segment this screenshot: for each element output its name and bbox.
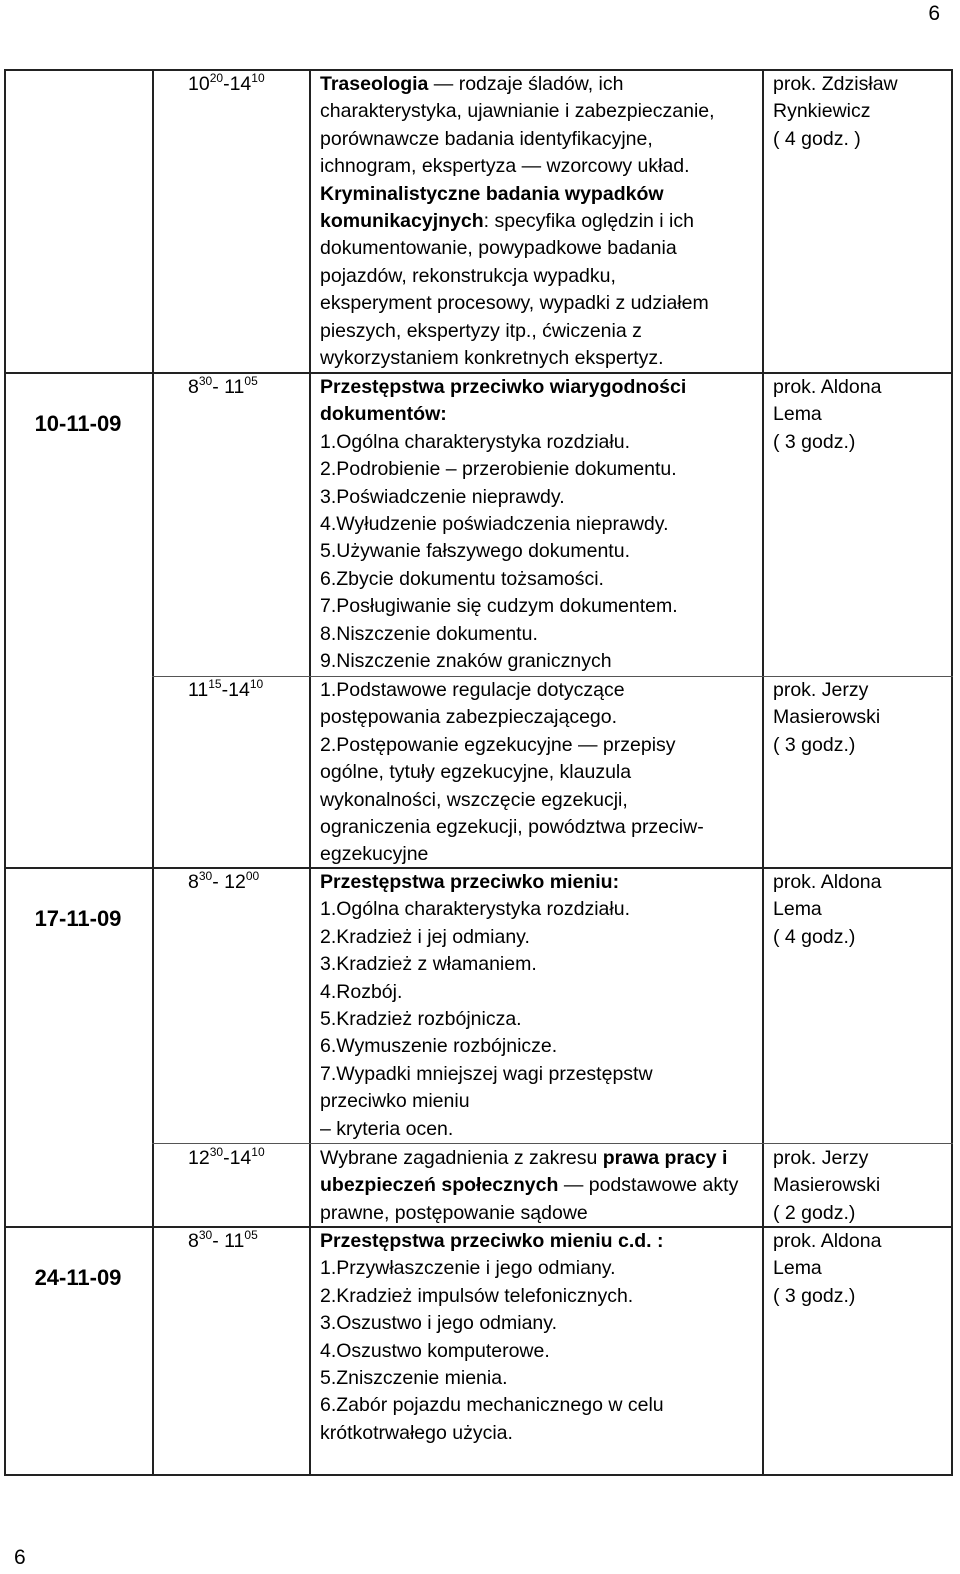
topic-cell [320, 1145, 760, 1227]
date-cell: 24-11-09 [34, 1265, 122, 1290]
topic-line: 3.Oszustwo i jego odmiany. [320, 1312, 557, 1335]
text-line: prok. Aldona [773, 376, 882, 398]
topic-line: 8.Niszczenie dokumentu. [320, 622, 538, 645]
topic-line: 5.Używanie fałszywego dokumentu. [320, 540, 630, 563]
text-line: ( 3 godz.) [773, 430, 856, 453]
topic-line: krótkotrwałego użycia. [320, 1421, 513, 1444]
time-cell: $12^{30}-14^{10}$ [188, 1145, 265, 1169]
topic-line: 1.Przywłaszczenie i jego odmiany. [320, 1257, 616, 1280]
topic-line: charakterystyka, ujawnianie i zabezpieczanie, [320, 100, 715, 123]
text-line: Masierowski [773, 706, 881, 729]
teacher-cell [773, 1145, 953, 1227]
topic-line: Traseologia — rodzaje śladów, ich [320, 73, 624, 95]
topic-line: wykorzystaniem konkretnych ekspertyz. [320, 347, 664, 370]
time-cell: $8^{30}-$ $11^{05}$ [188, 1228, 258, 1252]
text-line: prok. Zdzisław [773, 73, 898, 95]
topic-line: 1.Ogólna charakterystyka rozdziału. [320, 430, 630, 453]
text-line: ( 3 godz.) [773, 1284, 856, 1307]
topic-line: Wybrane zagadnienia z zakresu prawa pracy i [320, 1147, 728, 1169]
topic-line: 2.Podrobienie – przerobienie dokumentu. [320, 458, 677, 481]
page-number-top: 6 [928, 2, 940, 25]
teacher-cell [773, 869, 953, 951]
time-cell: $11^{15}-14^{10}$ [188, 677, 264, 701]
time-cell: $8^{30}-$ $12^{00}$ [188, 869, 260, 893]
text-line: ( 2 godz.) [773, 1201, 856, 1224]
text-line: Rynkiewicz [773, 100, 871, 123]
topic-line: Przestępstwa przeciwko mieniu: [320, 871, 620, 893]
topic-line: wykonalności, wszczęcie egzekucji, [320, 788, 628, 811]
topic-line: 5.Kradzież rozbójnicza. [320, 1008, 522, 1031]
topic-line: – kryteria ocen. [320, 1117, 454, 1140]
topic-line: postępowania zabezpieczającego. [320, 706, 618, 729]
topic-line: eksperyment procesowy, wypadki z udziałem [320, 292, 709, 315]
topic-line: prawne, postępowanie sądowe [320, 1201, 588, 1224]
topic-line: komunikacyjnych: specyfika oględzin i ich [320, 210, 694, 233]
topic-line: 6.Wymuszenie rozbójnicze. [320, 1035, 558, 1058]
teacher-cell [773, 71, 953, 153]
topic-line: dokumentowanie, powypadkowe badania [320, 237, 677, 260]
topic-cell [320, 677, 760, 869]
topic-line: 1.Podstawowe regulacje dotyczące [320, 679, 625, 701]
topic-line: 5.Zniszczenie mienia. [320, 1367, 508, 1390]
text-line: ( 4 godz. ) [773, 127, 861, 150]
teacher-cell [773, 1228, 953, 1310]
topic-line: 7.Wypadki mniejszej wagi przestępstw [320, 1062, 653, 1085]
topic-line: 6.Zbycie dokumentu tożsamości. [320, 567, 604, 590]
topic-line: Przestępstwa przeciwko wiarygodności [320, 376, 687, 398]
page-number-bottom: 6 [14, 1546, 26, 1569]
topic-line: 7.Posługiwanie się cudzym dokumentem. [320, 595, 678, 618]
topic-line: 1.Ogólna charakterystyka rozdziału. [320, 898, 630, 921]
text-line: prok. Jerzy [773, 1147, 869, 1169]
teacher-cell [773, 677, 953, 759]
topic-line: 2.Postępowanie egzekucyjne — przepisy [320, 733, 676, 756]
topic-line: Przestępstwa przeciwko mieniu c.d. : [320, 1230, 664, 1252]
teacher-cell [773, 374, 953, 456]
topic-line: przeciwko mieniu [320, 1090, 470, 1113]
topic-line: 2.Kradzież impulsów telefonicznych. [320, 1284, 634, 1307]
topic-line: 4.Wyłudzenie poświadczenia nieprawdy. [320, 513, 669, 536]
topic-line: ograniczenia egzekucji, powództwa przeciw- [320, 816, 704, 839]
topic-line: pieszych, ekspertyzy itp., ćwiczenia z [320, 319, 642, 342]
text-line: Lema [773, 898, 822, 921]
topic-line: ogólne, tytuły egzekucyjne, klauzula [320, 761, 632, 784]
text-line: Lema [773, 403, 822, 426]
topic-line: egzekucyjne [320, 843, 429, 866]
text-line: prok. Jerzy [773, 679, 869, 701]
topic-line: 4.Rozbój. [320, 980, 403, 1003]
text-line: prok. Aldona [773, 871, 882, 893]
time-cell: $10^{20}-14^{10}$ [188, 71, 265, 95]
topic-cell [320, 374, 760, 675]
topic-line: 3.Kradzież z włamaniem. [320, 953, 537, 976]
date-cell: 17-11-09 [34, 906, 122, 931]
topic-cell [320, 71, 760, 372]
text-line: Masierowski [773, 1174, 881, 1197]
text-line: prok. Aldona [773, 1230, 882, 1252]
topic-cell [320, 1228, 760, 1447]
topic-line: 6.Zabór pojazdu mechanicznego w celu [320, 1394, 664, 1417]
text-line: ( 4 godz.) [773, 925, 856, 948]
topic-line: ubezpieczeń społecznych — podstawowe akty [320, 1174, 739, 1197]
topic-line: dokumentów: [320, 403, 447, 426]
date-cell: 10-11-09 [34, 411, 122, 436]
topic-line: Kryminalistyczne badania wypadków [320, 182, 664, 205]
topic-line: pojazdów, rekonstrukcja wypadku, [320, 264, 616, 287]
text-line: Lema [773, 1257, 822, 1280]
topic-line: 9.Niszczenie znaków granicznych [320, 650, 612, 673]
topic-line: 4.Oszustwo komputerowe. [320, 1339, 550, 1362]
topic-line: porównawcze badania identyfikacyjne, [320, 127, 653, 150]
topic-line: 2.Kradzież i jej odmiany. [320, 925, 530, 948]
topic-cell [320, 869, 760, 1143]
topic-line: 3.Poświadczenie nieprawdy. [320, 485, 565, 508]
text-line: ( 3 godz.) [773, 733, 856, 756]
topic-line: ichnogram, ekspertyza — wzorcowy układ. [320, 155, 690, 178]
time-cell: $8^{30}-$ $11^{05}$ [188, 374, 258, 398]
